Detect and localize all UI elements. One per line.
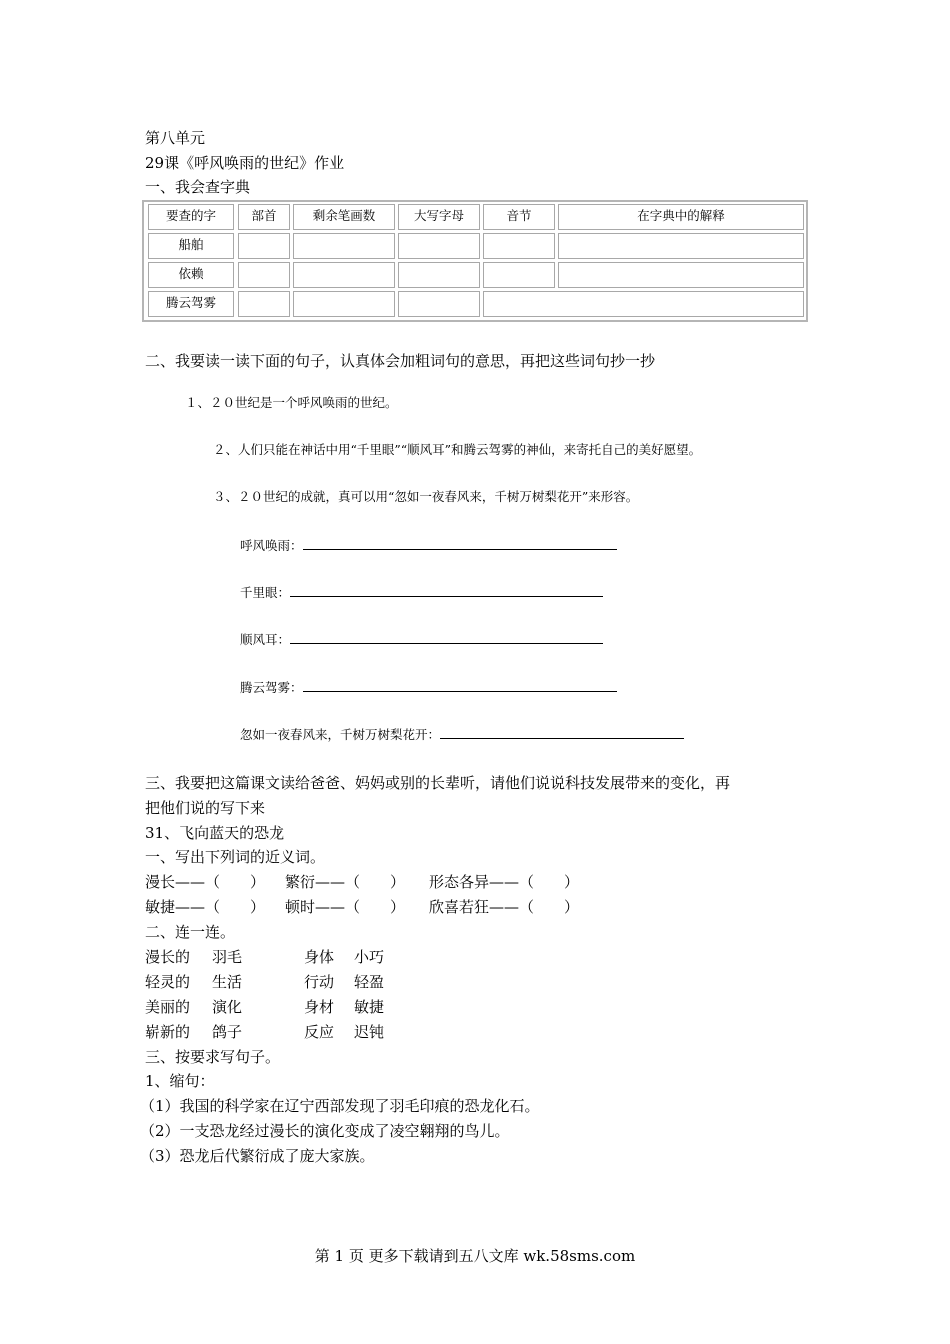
table-cell[interactable]: [293, 291, 395, 317]
table-cell[interactable]: [558, 233, 804, 259]
table-cell[interactable]: [293, 262, 395, 288]
match-word: 崭新的: [145, 1023, 191, 1041]
lesson29-section1-title: 一、我会查字典: [145, 178, 251, 196]
copy-line: [240, 724, 684, 745]
match-word: 行动: [304, 973, 335, 991]
table-row-label: 依赖: [148, 262, 234, 288]
table-header: 部首: [238, 204, 290, 230]
table-cell[interactable]: [238, 291, 290, 317]
answer-blank[interactable]: [440, 724, 684, 739]
match-word: 反应: [304, 1023, 335, 1041]
dictionary-table: [142, 200, 808, 322]
match-word: 轻盈: [354, 973, 385, 991]
copy-line: [240, 582, 603, 603]
table-cell[interactable]: [238, 233, 290, 259]
synonym-item: 漫长——（ ）: [145, 873, 266, 891]
match-word: 敏捷: [354, 998, 385, 1016]
copy-line: [240, 629, 603, 650]
match-word: 身体: [304, 948, 335, 966]
table-row-label: 腾云驾雾: [148, 291, 234, 317]
unit-title: 第八单元: [145, 129, 206, 147]
sentence: ２、人们只能在神话中用“千里眼”“顺风耳”和腾云驾雾的神仙，来寄托自己的美好愿望。: [213, 442, 702, 457]
table-header: 在字典中的解释: [558, 204, 804, 230]
table-cell[interactable]: [293, 233, 395, 259]
lesson29-section2-title: 二、我要读一读下面的句子，认真体会加粗词句的意思，再把这些词句抄一抄: [145, 352, 656, 370]
table-cell[interactable]: [398, 233, 480, 259]
copy-line-label: 千里眼：: [240, 585, 291, 600]
synonym-item: 顿时——（ ）: [285, 898, 406, 916]
table-cell[interactable]: [558, 262, 804, 288]
answer-blank[interactable]: [290, 629, 603, 644]
copy-line-label: 呼风唤雨：: [240, 538, 303, 553]
synonym-item: 形态各异——（ ）: [429, 873, 580, 891]
match-word: 小巧: [354, 948, 385, 966]
sentence: ３、２０世纪的成就，真可以用“忽如一夜春风来，千树万树梨花开”来形容。: [213, 489, 639, 504]
table-cell[interactable]: [483, 233, 555, 259]
table-cell[interactable]: [238, 262, 290, 288]
shrink-sentence: （2）一支恐龙经过漫长的演化变成了凌空翱翔的鸟儿。: [140, 1122, 510, 1140]
table-header: 剩余笔画数: [293, 204, 395, 230]
table-cell-merged[interactable]: [483, 291, 804, 317]
shrink-sentence: （3）恐龙后代繁衍成了庞大家族。: [140, 1147, 375, 1165]
table-cell[interactable]: [398, 291, 480, 317]
table-header: 大写字母: [398, 204, 480, 230]
lesson29-section3-line2: 把他们说的写下来: [145, 799, 266, 817]
shrink-sentence: （1）我国的科学家在辽宁西部发现了羽毛印痕的恐龙化石。: [140, 1097, 540, 1115]
copy-line: [240, 677, 617, 698]
table-cell[interactable]: [398, 262, 480, 288]
match-word: 鸽子: [212, 1023, 243, 1041]
copy-line-label: 忽如一夜春风来，千树万树梨花开：: [240, 727, 441, 742]
synonym-item: 繁衍——（ ）: [285, 873, 406, 891]
answer-blank[interactable]: [303, 677, 617, 692]
shrink-subtitle: 1、缩句：: [145, 1072, 215, 1090]
match-word: 迟钝: [354, 1023, 385, 1041]
lesson29-section3-line1: 三、我要把这篇课文读给爸爸、妈妈或别的长辈听，请他们说说科技发展带来的变化，再: [145, 774, 731, 792]
lesson31-section1-title: 一、写出下列词的近义词。: [145, 848, 326, 866]
page-footer: 第 1 页 更多下载请到五八文库 wk.58sms.com: [314, 1247, 636, 1265]
match-word: 漫长的: [145, 948, 191, 966]
answer-blank[interactable]: [303, 535, 617, 550]
lesson31-title: 31、飞向蓝天的恐龙: [145, 824, 285, 842]
lesson29-title: 29课《呼风唤雨的世纪》作业: [145, 154, 345, 172]
table-header: 音节: [483, 204, 555, 230]
match-word: 演化: [212, 998, 243, 1016]
match-word: 生活: [212, 973, 243, 991]
table-header: 要查的字: [148, 204, 234, 230]
answer-blank[interactable]: [290, 582, 603, 597]
copy-line-label: 顺风耳：: [240, 632, 291, 647]
copy-line-label: 腾云驾雾：: [240, 680, 303, 695]
lesson31-section3-title: 三、按要求写句子。: [145, 1048, 281, 1066]
lesson31-section2-title: 二、连一连。: [145, 923, 236, 941]
match-word: 身材: [304, 998, 335, 1016]
match-word: 轻灵的: [145, 973, 191, 991]
synonym-item: 欣喜若狂——（ ）: [429, 898, 580, 916]
copy-line: [240, 535, 617, 556]
table-row-label: 船舶: [148, 233, 234, 259]
table-cell[interactable]: [483, 262, 555, 288]
sentence: １、２０世纪是一个呼风唤雨的世纪。: [185, 395, 398, 410]
synonym-item: 敏捷——（ ）: [145, 898, 266, 916]
match-word: 羽毛: [212, 948, 243, 966]
match-word: 美丽的: [145, 998, 191, 1016]
